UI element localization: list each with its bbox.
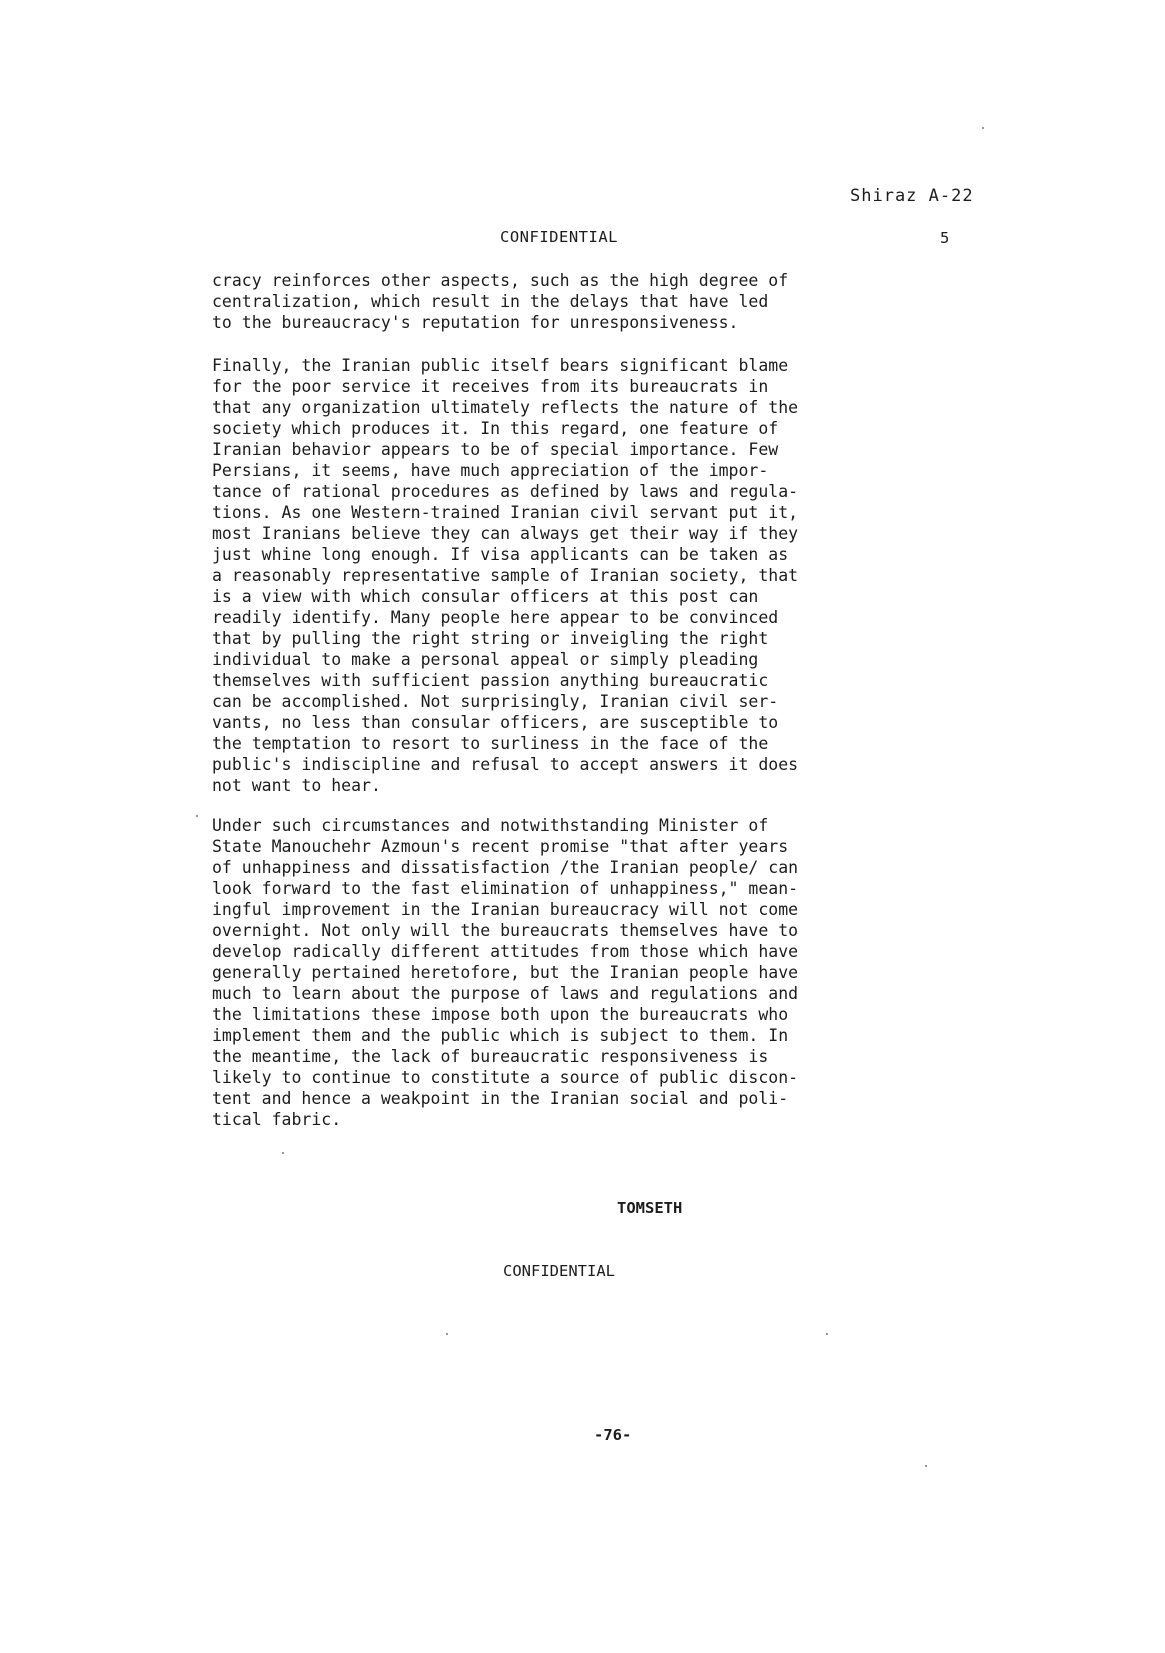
- classification-footer: CONFIDENTIAL: [503, 1262, 615, 1280]
- scan-speck: [982, 127, 984, 129]
- classification-header: CONFIDENTIAL: [500, 228, 618, 246]
- paragraph-3: Under such circumstances and notwithstanding Minister of State Manouchehr Azmoun's recent promise "that after years of unhappiness and dissatisfaction /the Iranian people/ can look forward to the fast elimination of unhappiness," mean- ingful improvement in the Iranian bureaucracy will not come overnight. Not only will the bureaucrats themselves have to develop radically different attitudes from those which have generally pertained heretofore, but the Iranian people have much to learn about the purpose of laws and regulations and the limitations these impose both upon the bureaucrats who implement them and the public which is subject to them. In the meantime, the lack of bureaucratic responsiveness is likely to continue to constitute a source of public discon- tent and hence a weakpoint in the Iranian social and poli- tical fabric.: [212, 816, 799, 1129]
- scan-speck: [196, 815, 198, 817]
- paragraph-1: cracy reinforces other aspects, such as the high degree of centralization, which result in the delays that have led to the bureaucracy's reputation for unresponsiveness.: [212, 271, 789, 332]
- signature: TOMSETH: [617, 1199, 683, 1217]
- scan-speck: [826, 1333, 828, 1335]
- document-reference: Shiraz A-22: [850, 186, 974, 206]
- scan-speck: [446, 1333, 448, 1335]
- paragraph-2: Finally, the Iranian public itself bears significant blame for the poor service it receives from its bureaucrats in that any organization ultimately reflects the nature of the society which produces it. In this regard, one feature of Iranian behavior appears to be of special importance. Few Persians, it seems, have much appreciation of the impor- tance of rational procedures as defined by laws and regula- tions. As one Western-trained Iranian civil servant put it, most Iranians believe they can always get their way if they just whine long enough. If visa applicants can be taken as a reasonably representative sample of Iranian society, that is a view with which consular officers at this post can readily identify. Many people here appear to be convinced that by pulling the right string or inveigling the right individual to make a personal appeal or simply pleading themselves with sufficient passion anything bureaucratic can be accomplished. Not surprisingly, Iranian civil ser- vants, no less than consular officers, are susceptible to the temptation to resort to surliness in the face of the public's indiscipline and refusal to accept answers it does not want to hear.: [212, 356, 799, 795]
- folio-number: -76-: [594, 1426, 632, 1444]
- page-number: 5: [940, 229, 950, 247]
- scan-speck: [925, 1465, 927, 1467]
- scan-speck: [282, 1152, 284, 1154]
